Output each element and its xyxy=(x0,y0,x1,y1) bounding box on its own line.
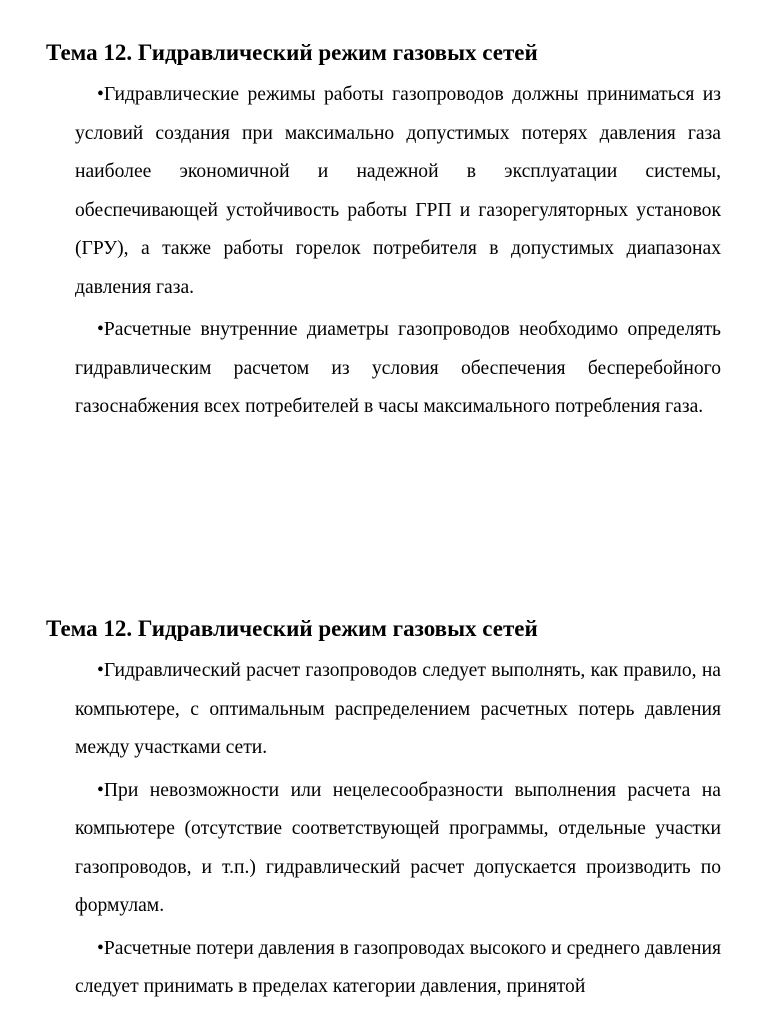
section-heading: Тема 12. Гидравлический режим газовых сетей xyxy=(46,616,538,641)
bullet-text: Гидравлический расчет газопроводов следует выполнять, как правило, на компьютере, с оптимальным распределением расчетных потерь давления между участками сети. xyxy=(75,660,721,758)
bullet-icon: • xyxy=(97,319,104,340)
bullet-paragraph xyxy=(75,652,721,768)
bullet-icon: • xyxy=(97,937,104,959)
bullet-icon: • xyxy=(97,84,104,105)
bullet-paragraph xyxy=(75,930,721,1007)
bullet-text: При невозможности или нецелесообразности выполнения расчета на компьютере (отсутствие соответствующей программы, отдельные участки газопроводов, и т.п.) гидравлический расчет допускается производить по формулам. xyxy=(75,779,721,916)
bullet-text: Расчетные внутренние диаметры газопроводов необходимо определять гидравлическим расчетом из условия обеспечения бесперебойного газоснабжения всех потребителей в часы максимального потребления газа. xyxy=(75,319,721,417)
section-heading: Тема 12. Гидравлический режим газовых сетей xyxy=(46,40,538,65)
bullet-text: Гидравлические режимы работы газопроводов должны приниматься из условий создания при максимально допустимых потерях давления газа наиболее экономичной и надежной в эксплуатации системы, обеспечивающей устойчивость работы ГРП и газорегуляторных установок (ГРУ), а также работы горелок потребителя в допустимых диапазонах давления газа. xyxy=(75,84,721,298)
bullet-paragraph xyxy=(75,311,721,427)
bullet-paragraph xyxy=(75,772,721,926)
slide-section-1 xyxy=(0,36,768,427)
bullet-text: Расчетные потери давления в газопроводах высокого и среднего давления следует принимать в пределах категории давления, принятой xyxy=(75,937,722,997)
bullet-icon: • xyxy=(97,660,104,681)
bullet-paragraph xyxy=(75,76,721,307)
slide-section-2 xyxy=(0,612,768,1007)
bullet-icon: • xyxy=(97,779,104,801)
